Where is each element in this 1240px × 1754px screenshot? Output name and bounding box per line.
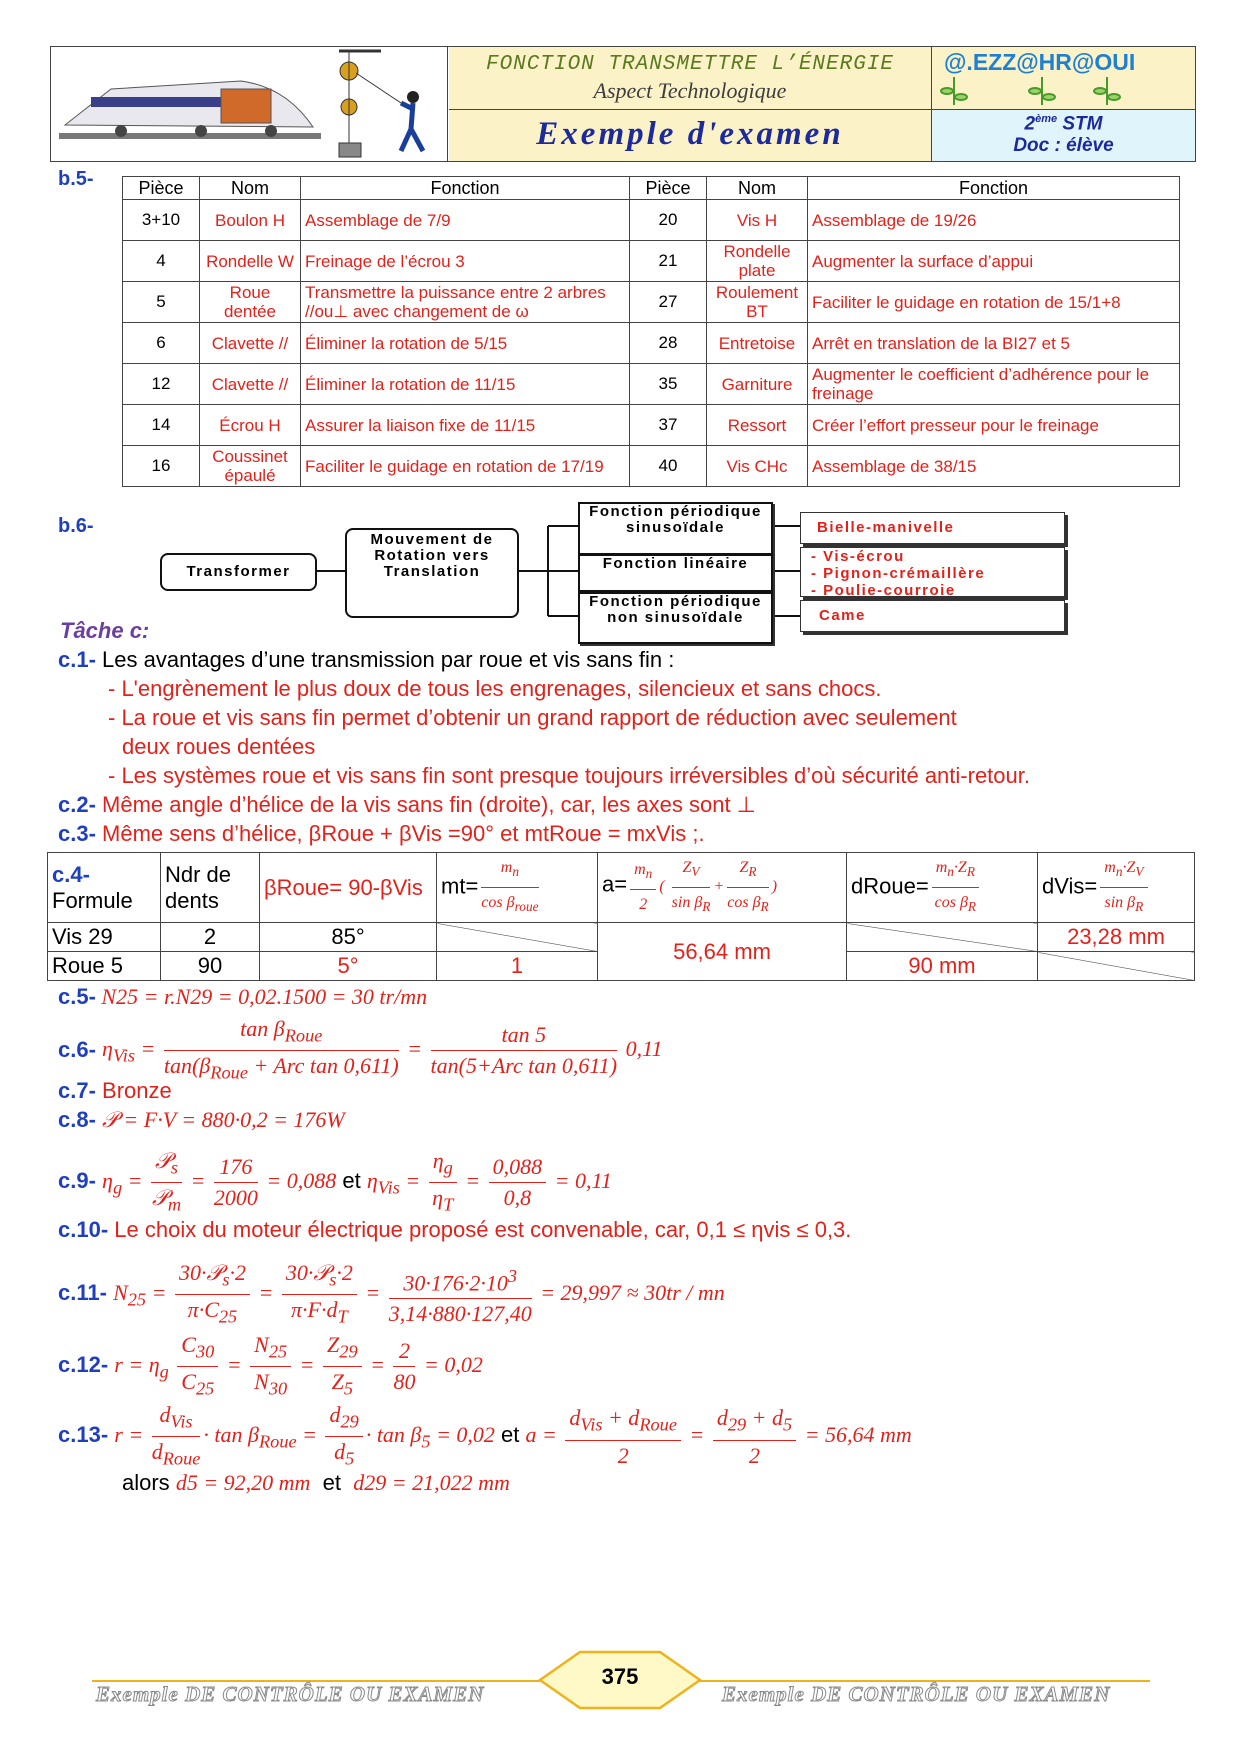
fonction-lineaire-box xyxy=(578,554,773,592)
cell-fonction: Éliminer la rotation de 5/15 xyxy=(301,323,630,364)
c1-item2-cont: deux roues dentées xyxy=(122,734,316,759)
vis-mt-empty xyxy=(437,923,598,952)
c13-et: et xyxy=(501,1421,520,1447)
cell-fonction: Transmettre la puissance entre 2 arbres //ou⊥ avec changement de ω xyxy=(301,282,630,323)
title-line1: FONCTION TRANSMETTRE L’ÉNERGIE xyxy=(485,53,895,76)
ndr-line1: Ndr de xyxy=(165,861,232,887)
c7-line xyxy=(58,1078,172,1104)
roue-mt: 1 xyxy=(437,952,598,981)
cell-piece: 16 xyxy=(123,446,200,487)
c7-text: Bronze xyxy=(95,1078,172,1103)
col-header: Pièce xyxy=(123,177,200,200)
cell-nom: Écrou H xyxy=(200,405,301,446)
c1-item2: - La roue et vis sans fin permet d’obtenir un grand rapport de réduction avec seulement xyxy=(108,705,957,730)
c5-line xyxy=(58,984,427,1010)
cell-nom: Roulement BT xyxy=(707,282,808,323)
c9-line xyxy=(58,1146,612,1220)
cell-nom: Vis CHc xyxy=(707,446,808,487)
cell-fonction: Éliminer la rotation de 11/15 xyxy=(301,364,630,405)
cell-piece: 27 xyxy=(630,282,707,323)
logo-text: @.EZZ@HR@OUI xyxy=(944,49,1136,75)
cell-nom: Rondelle W xyxy=(200,241,301,282)
cell-piece: 20 xyxy=(630,200,707,241)
cell-nom: Coussinet épaulé xyxy=(200,446,301,487)
a-label: a= xyxy=(602,871,628,897)
a-value: 56,64 mm xyxy=(598,923,847,981)
came-label: Came xyxy=(819,607,866,624)
formule-label: Formule xyxy=(52,887,133,913)
c1-text: Les avantages d’une transmission par roue et vis sans fin : xyxy=(95,647,675,672)
cell-piece: 4 xyxy=(123,241,200,282)
fonction-non-sinus-label: Fonction périodique non sinusoïdale xyxy=(589,593,762,626)
level-num: 2 xyxy=(1024,113,1036,135)
c12-label: c.12- xyxy=(58,1351,109,1377)
c13-line xyxy=(58,1400,912,1474)
cell-fonction: Augmenter le coefficient d’adhérence pour le freinage xyxy=(808,364,1180,405)
cell-piece: 5 xyxy=(123,282,200,323)
roue-teeth: 90 xyxy=(161,952,260,981)
cell-nom: Boulon H xyxy=(200,200,301,241)
cell-piece: 21 xyxy=(630,241,707,282)
c10-text: Le choix du moteur électrique proposé est convenable, car, 0,1 ≤ ηvis ≤ 0,3. xyxy=(108,1217,852,1242)
fonction-lineaire-label: Fonction linéaire xyxy=(602,555,749,572)
c1-item1: - L'engrènement le plus doux de tous les engrenages, silencieux et sans chocs. xyxy=(108,676,882,701)
dvis-value: 23,28 mm xyxy=(1038,923,1195,952)
col-header: Nom xyxy=(707,177,808,200)
droue-value: 90 mm xyxy=(847,952,1038,981)
mouvement-label: Mouvement de Rotation vers Translation xyxy=(370,531,494,580)
c2-label: c.2- xyxy=(58,792,96,817)
cell-piece: 40 xyxy=(630,446,707,487)
cell-piece: 12 xyxy=(123,364,200,405)
roue-beta: 5° xyxy=(260,952,437,981)
dvis-cell xyxy=(1038,853,1195,923)
c13-formula-a: a = $\frac{d_{Vis} + d_{Roue}}{2}$ = $\frac{d_{29} + d_5}{2}$ = 56,64 mm xyxy=(525,1405,912,1468)
title-line2: Aspect Technologique xyxy=(593,78,787,103)
cell-fonction: Créer l’effort presseur pour le freinage xyxy=(808,405,1180,446)
c11-formula: $N_{25}$ = $\frac{30\cdot 𝒫_s\cdot 2}{\pi\cdot C_{25}}$ = $\frac{30\cdot 𝒫_s\cdot 2}{\pi\cdot F\cdot d_T}$ = $\frac{30\cdot 176\cdot 2\cdot 10^3}{3,14\cdot 880\cdot 127,40}$ = 29,997 ≈ 30tr / mn xyxy=(113,1260,725,1327)
footer-right-text: Exemple DE CONTRÔLE OU EXAMEN xyxy=(722,1682,1111,1706)
mt-label: mt= xyxy=(441,873,479,899)
cell-nom: Entretoise xyxy=(707,323,808,364)
c4-label: c.4- xyxy=(52,861,90,887)
result-bielle xyxy=(800,512,1065,544)
c13-formula-r: r = $\frac{d_{Vis}}{d_{Roue}}$ · $\tan \beta_{Roue}$ = $\frac{d_{29}}{d_5}$ · $\tan \beta_5 = 0,02$ xyxy=(114,1402,495,1469)
c7-label: c.7- xyxy=(58,1078,96,1103)
cell-piece: 28 xyxy=(630,323,707,364)
a-cell xyxy=(598,853,847,923)
c12-formula: $r = \eta_g$ $\frac{C_{30}}{C_{25}}$ = $\frac{N_{25}}{N_{30}}$ = $\frac{Z_{29}}{Z_5}$ = $\frac{2}{80}$ = 0,02 xyxy=(114,1332,483,1399)
roue-name: Roue 5 xyxy=(48,952,161,981)
cell-fonction: Freinage de l’écrou 3 xyxy=(301,241,630,282)
c10-line xyxy=(58,1217,851,1243)
c10-label: c.10- xyxy=(58,1217,109,1242)
mouvement-box xyxy=(345,528,519,618)
b5-label: b.5- xyxy=(58,168,94,190)
c9-formula-vis: $\eta_{Vis}$ = $\frac{\eta_g}{\eta_T}$ = $\frac{0,088}{0,8}$ = 0,11 xyxy=(366,1148,612,1215)
exemple-title: Exemple d'examen xyxy=(536,116,844,152)
d5-value: d5 = 92,20 mm xyxy=(175,1470,311,1495)
ndr-cell xyxy=(161,853,260,923)
doc-label: Doc : élève xyxy=(1013,135,1114,157)
b6-label: b.6- xyxy=(58,515,94,537)
c5-text: N25 = r.N29 = 0,02.1500 = 30 tr/mn xyxy=(95,984,428,1009)
droue-label: dRoue= xyxy=(851,873,929,899)
c4-vis-row xyxy=(48,923,1195,952)
c8-formula: 𝒫 = F·V = 880·0,2 = 176W xyxy=(102,1107,345,1132)
vis-teeth: 2 xyxy=(161,923,260,952)
poulie-label: - Poulie-courroie xyxy=(811,582,956,599)
cell-fonction: Assemblage de 19/26 xyxy=(808,200,1180,241)
cell-nom: Ressort xyxy=(707,405,808,446)
fonction-sinus-box xyxy=(578,502,773,555)
cell-piece: 14 xyxy=(123,405,200,446)
fonction-non-sinus-box xyxy=(578,592,773,644)
alors-label: alors xyxy=(122,1470,170,1495)
beta-formula: βRoue= 90-βVis xyxy=(264,874,423,900)
c3-line xyxy=(58,821,705,847)
dvis-label: dVis= xyxy=(1042,873,1098,899)
droue-cell xyxy=(847,853,1038,923)
c13-et2: et xyxy=(322,1470,342,1495)
c1-line xyxy=(58,647,674,673)
cell-nom: Vis H xyxy=(707,200,808,241)
roue-dvis-empty xyxy=(1038,952,1195,981)
vis-ecrou-label: - Vis-écrou xyxy=(811,548,905,565)
dvis-fraction: $\frac{m_n\cdot Z_V}{\sin \beta_R}$ xyxy=(1100,853,1147,922)
c1-label: c.1- xyxy=(58,647,96,672)
col-header: Nom xyxy=(200,177,301,200)
c11-label: c.11- xyxy=(58,1279,107,1305)
c9-et: et xyxy=(342,1167,361,1193)
cell-fonction: Faciliter le guidage en rotation de 17/19 xyxy=(301,446,630,487)
d29-value: d29 = 21,022 mm xyxy=(353,1470,510,1495)
result-came xyxy=(800,600,1065,632)
cell-fonction: Faciliter le guidage en rotation de 15/1+8 xyxy=(808,282,1180,323)
bielle-label: Bielle-manivelle xyxy=(817,519,955,536)
c6-line xyxy=(58,1014,662,1088)
col-header: Fonction xyxy=(808,177,1180,200)
c9-formula-g: $\eta_g$ = $\frac{𝒫_s}{𝒫_m}$ = $\frac{176}{2000}$ = 0,088 xyxy=(102,1148,337,1215)
level-name: STM xyxy=(1057,113,1103,135)
cell-piece: 3+10 xyxy=(123,200,200,241)
c11-line xyxy=(58,1258,725,1332)
level-sup: ème xyxy=(1035,113,1058,125)
tache-title: Tâche c: xyxy=(60,618,150,643)
cell-fonction: Augmenter la surface d’appui xyxy=(808,241,1180,282)
c6-label: c.6- xyxy=(58,1037,96,1063)
cell-fonction: Assemblage de 38/15 xyxy=(808,446,1180,487)
vis-droue-empty xyxy=(847,923,1038,952)
footer-left-text: Exemple DE CONTRÔLE OU EXAMEN xyxy=(96,1682,485,1706)
page-number: 375 xyxy=(601,1664,639,1689)
vis-name: Vis 29 xyxy=(48,923,161,952)
result-lineaire xyxy=(800,547,1065,597)
c2-line xyxy=(58,792,756,818)
transformer-box xyxy=(160,553,317,591)
c2-text: Même angle d’hélice de la vis sans fin (droite), car, les axes sont ⊥ xyxy=(95,792,756,817)
ndr-line2: dents xyxy=(165,887,219,913)
pignon-label: - Pignon-crémaillère xyxy=(811,565,986,582)
cell-nom: Garniture xyxy=(707,364,808,405)
c3-label: c.3- xyxy=(58,821,96,846)
mt-cell xyxy=(437,853,598,923)
c8-label: c.8- xyxy=(58,1107,96,1132)
mt-fraction: $\frac{m_n}{\cos \beta_{roue}}$ xyxy=(481,853,538,922)
cell-nom: Roue dentée xyxy=(200,282,301,323)
a-formula: $\frac{m_n}{2}$ ( $\frac{Z_V}{\sin \beta_R}$ + $\frac{Z_R}{\cos \beta_R}$ ) xyxy=(627,878,777,895)
c13-result-line xyxy=(122,1470,510,1496)
c4-header-row xyxy=(48,853,1195,923)
cell-fonction: Assemblage de 7/9 xyxy=(301,200,630,241)
c4-label-cell xyxy=(48,853,161,923)
cell-piece: 37 xyxy=(630,405,707,446)
c12-line xyxy=(58,1330,483,1404)
cell-fonction: Arrêt en translation de la BI27 et 5 xyxy=(808,323,1180,364)
cell-nom: Rondelle plate xyxy=(707,241,808,282)
c13-label: c.13- xyxy=(58,1421,109,1447)
cell-fonction: Assurer la liaison fixe de 11/15 xyxy=(301,405,630,446)
transformer-label: Transformer xyxy=(186,563,291,580)
vis-beta: 85° xyxy=(260,923,437,952)
col-header: Pièce xyxy=(630,177,707,200)
c5-label: c.5- xyxy=(58,984,96,1009)
fonction-sinus-label: Fonction périodique sinusoïdale xyxy=(589,503,762,536)
c4-table xyxy=(47,852,1195,981)
c8-line xyxy=(58,1107,345,1133)
droue-fraction: $\frac{m_n\cdot Z_R}{\cos \beta_R}$ xyxy=(932,853,979,922)
cell-nom: Clavette // xyxy=(200,323,301,364)
beta-cell xyxy=(260,853,437,923)
col-header: Fonction xyxy=(301,177,630,200)
cell-piece: 6 xyxy=(123,323,200,364)
c3-text: Même sens d’hélice, βRoue + βVis =90° et mtRoue = mxVis ;. xyxy=(95,821,705,846)
c6-formula: $\eta_{Vis}$ = $\frac{\tan \beta_{Roue}}{\tan(\beta_{Roue} + Arc \tan 0,611)}$ = $\frac{\tan 5}{\text{tan(5+Arc tan 0,611)}}$ 0,11 xyxy=(102,1016,663,1083)
cell-piece: 35 xyxy=(630,364,707,405)
c1-item3: - Les systèmes roue et vis sans fin sont presque toujours irréversibles d’où sécurité anti-retour. xyxy=(108,763,1030,788)
c9-label: c.9- xyxy=(58,1167,96,1193)
cell-nom: Clavette // xyxy=(200,364,301,405)
